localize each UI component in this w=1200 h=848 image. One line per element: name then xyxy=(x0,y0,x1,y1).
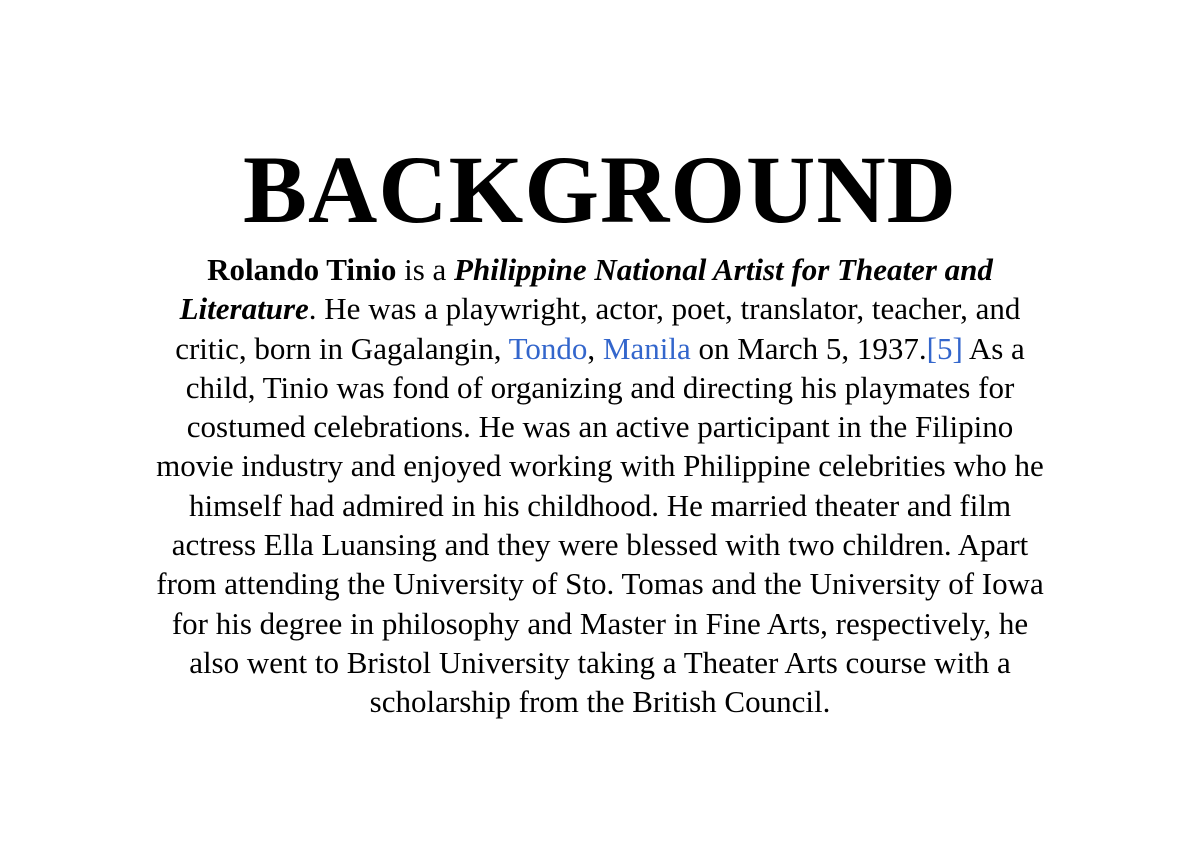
page-heading: BACKGROUND xyxy=(242,136,957,243)
subject-name: Rolando Tinio xyxy=(207,252,397,287)
paragraph-line-10: for his degree in philosophy and Master in Fine Arts, respectively, he xyxy=(171,605,1029,641)
paragraph-line-6: movie industry and enjoyed working with Philippine celebrities who he xyxy=(156,448,1044,484)
paragraph-line-12: scholarship from the British Council. xyxy=(369,684,831,720)
paragraph-line-8: actress Ella Luansing and they were blessed with two children. Apart xyxy=(171,527,1029,563)
biography-paragraph xyxy=(100,250,1100,722)
award-title: Philippine National Artist for Theater and xyxy=(454,252,993,287)
paragraph-line-2: Literature. He was a playwright, actor, poet, translator, teacher, and xyxy=(179,291,1021,327)
paragraph-line-5: costumed celebrations. He was an active participant in the Filipino xyxy=(186,409,1014,445)
award-title-continued: Literature xyxy=(179,291,309,327)
link-tondo[interactable]: Tondo xyxy=(508,330,588,366)
paragraph-line-1: Rolando Tinio is a Philippine National Artist for Theater and xyxy=(207,252,993,287)
link-manila[interactable]: Manila xyxy=(602,330,691,366)
paragraph-line-11: also went to Bristol University taking a Theater Arts course with a xyxy=(189,644,1011,680)
paragraph-line-7: himself had admired in his childhood. He married theater and film xyxy=(188,487,1012,523)
paragraph-line-9: from attending the University of Sto. Tomas and the University of Iowa xyxy=(156,566,1044,602)
paragraph-line-3: critic, born in Gagalangin, Tondo, Manila on March 5, 1937.[5] As a xyxy=(175,330,1025,366)
citation-link[interactable]: [5] xyxy=(926,330,963,366)
paragraph-line-4: child, Tinio was fond of organizing and directing his playmates for xyxy=(185,369,1015,405)
